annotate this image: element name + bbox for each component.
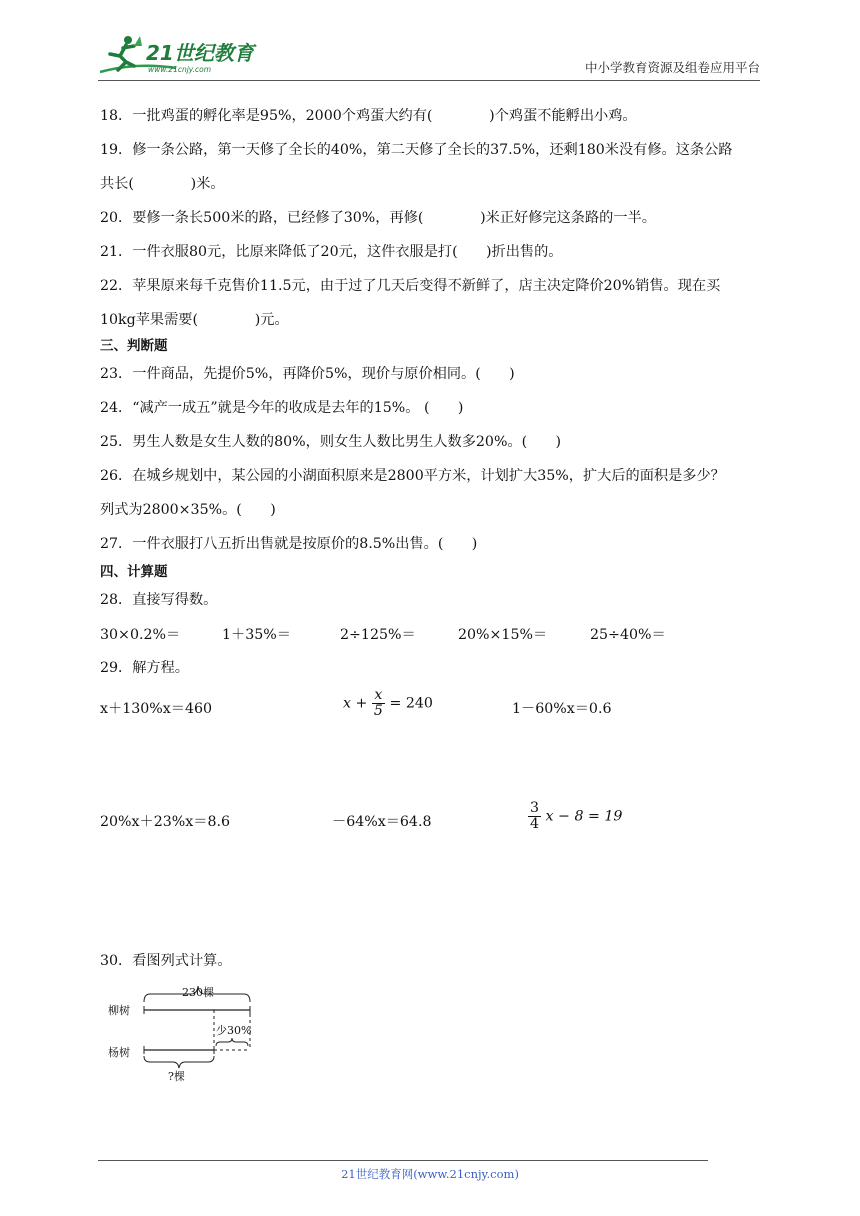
header-divider [98, 80, 760, 81]
platform-name: 中小学教育资源及组卷应用平台 [584, 60, 760, 75]
question-19-line-2: 共长( )米。 [100, 176, 225, 192]
label-less: 少30% [216, 1024, 252, 1037]
question-24: 24．“减产一成五”就是今年的收成是去年的15%。 ( ) [100, 400, 464, 416]
footer-text: 21世纪教育网(www.21cnjy.com) [341, 1167, 519, 1181]
question-25: 25．男生人数是女生人数的80%，则女生人数比男生人数多20%。( ) [100, 434, 562, 450]
equation-1: x＋130%x＝460 [100, 701, 213, 717]
question-21: 21．一件衣服80元，比原来降低了20元，这件衣服是打( )折出售的。 [100, 244, 563, 260]
label-willow: 柳树 [108, 1004, 130, 1017]
logo [96, 32, 266, 78]
equation-3: 1－60%x＝0.6 [512, 701, 612, 717]
equation-6-denominator: 4 [530, 816, 540, 832]
calc-item-2: 1＋35%＝ [222, 627, 291, 643]
equation-2-numerator: x [372, 688, 385, 704]
runner-logo-icon [96, 32, 266, 78]
svg-text:21世纪教育: 21世纪教育 [146, 41, 254, 65]
calc-item-4: 20%×15%＝ [458, 627, 548, 643]
equation-2 [343, 688, 433, 719]
question-19-line-1: 19．修一条公路，第一天修了全长的40%，第二天修了全长的37.5%，还剩180米没有修。这条公路 [100, 142, 733, 158]
calc-item-3: 2÷125%＝ [340, 627, 416, 643]
section-4-title: 四、计算题 [100, 564, 168, 580]
equation-2-fraction [372, 688, 385, 719]
equation-4: 20%x＋23%x＝8.6 [100, 814, 231, 830]
question-18: 18．一批鸡蛋的孵化率是95%，2000个鸡蛋大约有( )个鸡蛋不能孵出小鸡。 [100, 108, 637, 124]
equation-5: －64%x＝64.8 [332, 814, 432, 830]
equation-6-numerator: 3 [530, 800, 540, 816]
equation-6-fraction [528, 801, 541, 832]
svg-text:www.21cnjy.com: www.21cnjy.com [148, 65, 212, 74]
question-26-line-1: 26．在城乡规划中，某公园的小湖面积原来是2800平方米，计划扩大35%，扩大后的面积是多少？ [100, 468, 725, 484]
question-20: 20．要修一条长500米的路，已经修了30%，再修( )米正好修完这条路的一半。 [100, 210, 656, 226]
label-top-count: 230棵 [182, 986, 214, 999]
equation-2-prefix: x + [343, 695, 368, 712]
question-22-line-1: 22．苹果原来每千克售价11.5元，由于过了几天后变得不新鲜了，店主决定降价20%销售。现在买 [100, 278, 721, 294]
footer-divider [98, 1160, 708, 1161]
label-unknown: ?棵 [168, 1070, 185, 1083]
tree-diagram [98, 980, 278, 1085]
question-29-title: 29．解方程。 [100, 660, 189, 676]
calc-item-5: 25÷40%＝ [590, 627, 666, 643]
section-3-title: 三、判断题 [100, 338, 168, 354]
question-26-line-2: 列式为2800×35%。( ) [100, 502, 276, 518]
equation-6-suffix: x − 8 = 19 [545, 808, 623, 825]
page-header [0, 0, 860, 82]
equation-2-suffix: = 240 [389, 695, 433, 712]
equation-2-denominator: 5 [373, 703, 383, 719]
question-30-title: 30．看图列式计算。 [100, 953, 232, 969]
question-23: 23．一件商品，先提价5%，再降价5%，现价与原价相同。( ) [100, 366, 515, 382]
label-poplar: 杨树 [108, 1046, 130, 1059]
question-22-line-2: 10kg苹果需要( )元。 [100, 312, 289, 328]
question-27: 27．一件衣服打八五折出售就是按原价的8.5%出售。( ) [100, 536, 478, 552]
question-28-title: 28．直接写得数。 [100, 592, 218, 608]
calc-item-1: 30×0.2%＝ [100, 627, 181, 643]
equation-6 [528, 801, 622, 832]
